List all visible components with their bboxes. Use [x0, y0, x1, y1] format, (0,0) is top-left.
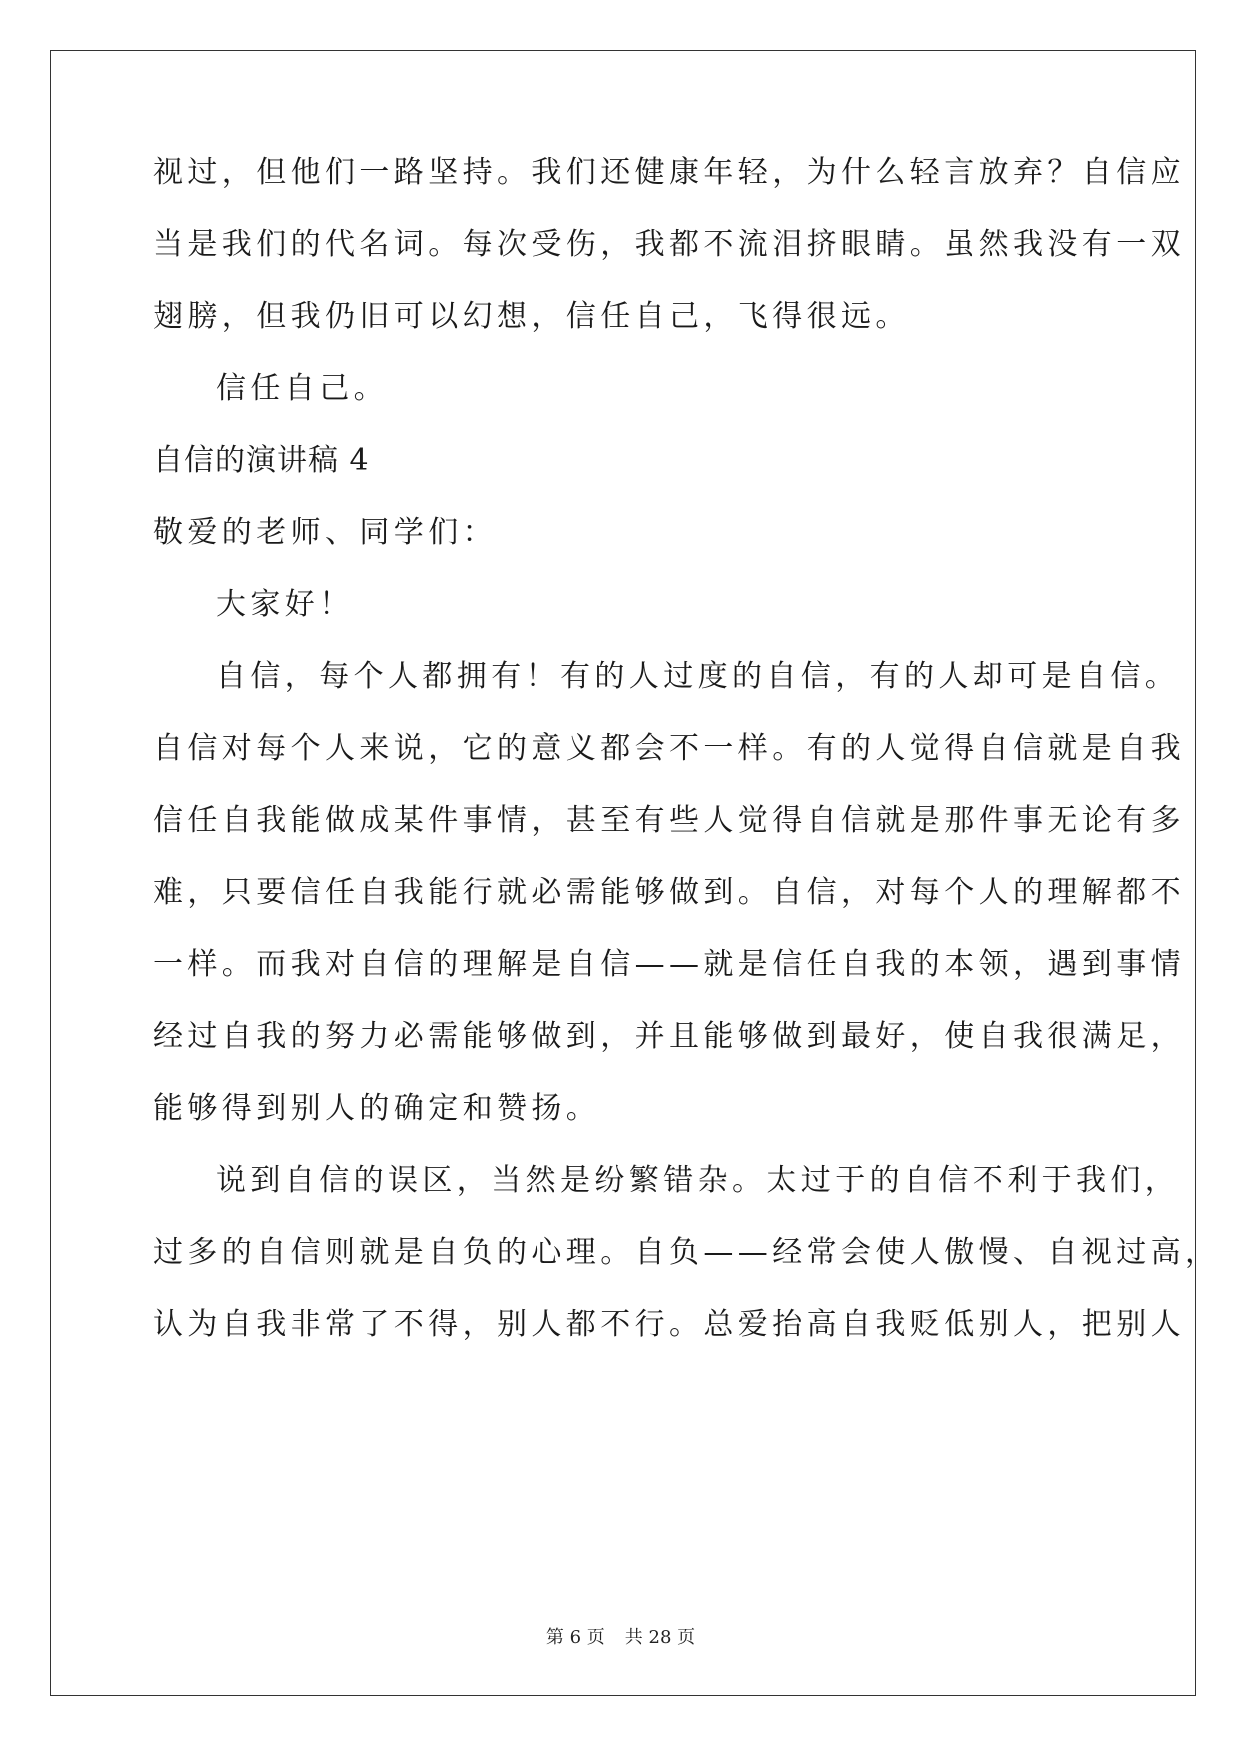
- page-total: 共 28 页: [624, 1627, 696, 1648]
- text-line: 难，只要信任自我能行就必需能够做到。自信，对每个人的理解都不: [153, 875, 1185, 910]
- page-footer: [0, 1626, 1241, 1650]
- text-line: 自信对每个人来说，它的意义都会不一样。有的人觉得自信就是自我: [153, 731, 1185, 766]
- text-line: 过多的自信则就是自负的心理。自负——经常会使人傲慢、自视过高，: [153, 1235, 1220, 1270]
- greeting: 大家好！: [216, 587, 354, 622]
- text-line: 翅膀，但我仍旧可以幻想，信任自己，飞得很远。: [153, 299, 910, 334]
- text-line: 经过自我的努力必需能够做到，并且能够做到最好，使自我很满足，: [153, 1019, 1185, 1054]
- text-line: 当是我们的代名词。每次受伤，我都不流泪挤眼睛。虽然我没有一双: [153, 227, 1185, 262]
- section-heading: 自信的演讲稿 4: [153, 443, 370, 478]
- text-line: 认为自我非常了不得，别人都不行。总爱抬高自我贬低别人，把别人: [153, 1307, 1185, 1342]
- text-line: 一样。而我对自信的理解是自信——就是信任自我的本领，遇到事情: [153, 947, 1185, 982]
- text-line: 自信，每个人都拥有！有的人过度的自信，有的人却可是自信。: [216, 659, 1180, 694]
- text-line: 说到自信的误区，当然是纷繁错杂。太过于的自信不利于我们，: [216, 1163, 1180, 1198]
- text-line: 信任自我能做成某件事情，甚至有些人觉得自信就是那件事无论有多: [153, 803, 1185, 838]
- text-line: 视过，但他们一路坚持。我们还健康年轻，为什么轻言放弃？自信应: [153, 155, 1185, 190]
- page-number: 第 6 页: [545, 1627, 605, 1648]
- salutation: 敬爱的老师、同学们：: [153, 515, 497, 550]
- text-line: 能够得到别人的确定和赞扬。: [153, 1091, 601, 1126]
- text-line: 信任自己。: [216, 371, 388, 406]
